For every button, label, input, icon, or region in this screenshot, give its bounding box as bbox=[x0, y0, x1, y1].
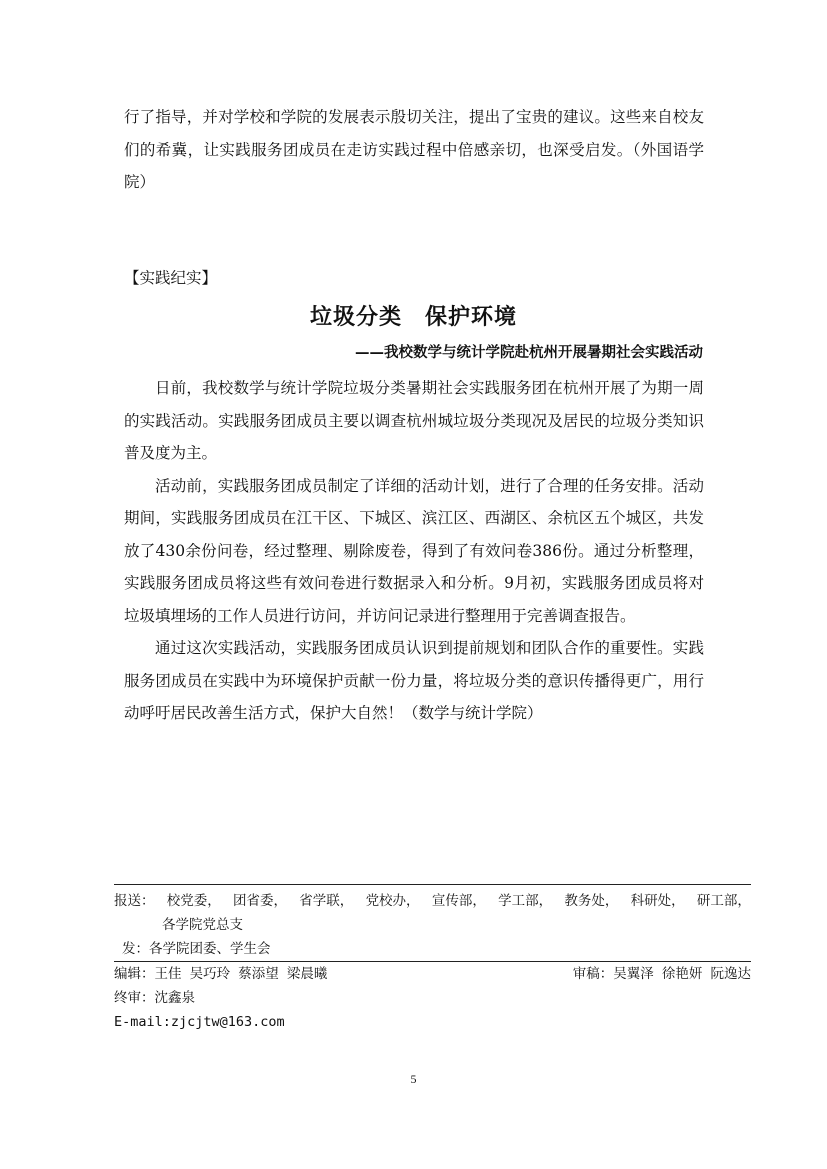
distribution-footer bbox=[114, 884, 751, 1034]
page-number: 5 bbox=[410, 1072, 417, 1086]
final-review-line: 终审：沈鑫泉 bbox=[114, 990, 195, 1006]
article-paragraph: 日前，我校数学与统计学院垃圾分类暑期社会实践服务团在杭州开展了为期一周的实践活动。实践服务团成员主要以调查杭州城垃圾分类现况及居民的垃圾分类知识普及度为主。 bbox=[124, 379, 704, 462]
send-to-block bbox=[114, 885, 751, 937]
send-to-item: 团省委， bbox=[233, 893, 288, 909]
send-to-line bbox=[114, 889, 751, 913]
send-to-line-2: 各学院党总支 bbox=[162, 917, 243, 933]
article-paragraph: 活动前，实践服务团成员制定了详细的活动计划，进行了合理的任务安排。活动期间，实践服务团成员在江干区、下城区、滨江区、西湖区、余杭区五个城区，共发放了430余份问卷，经过整理、剔除废卷，得到了有效问卷386份。通过分析整理，实践服务团成员将这些有效问卷进行数据录入和分析。9月初，实践服务团成员将对垃圾填埋场的工作人员进行访问，并访问记录进行整理用于完善调查报告。 bbox=[124, 476, 704, 625]
editors-line bbox=[114, 962, 751, 986]
reviewers: 审稿：吴翼泽 徐艳妍 阮逸达 bbox=[572, 966, 751, 982]
article-subtitle: ——我校数学与统计学院赴杭州开展暑期社会实践活动 bbox=[355, 345, 703, 361]
article-body bbox=[124, 372, 704, 730]
email-line: E-mail:zjcjtw@163.com bbox=[114, 1014, 285, 1030]
article-paragraph: 通过这次实践活动，实践服务团成员认识到提前规划和团队合作的重要性。实践服务团成员在实践中为环境保护贡献一份力量，将垃圾分类的意识传播得更广，用行动呼吁居民改善生活方式，保护大自然！（数学与统计学院） bbox=[124, 639, 704, 722]
send-to-item: 省学联， bbox=[299, 893, 354, 909]
copy-to-line: 发：各学院团委、学生会 bbox=[122, 941, 271, 957]
send-to-item: 宣传部， bbox=[431, 893, 486, 909]
send-to-item: 教务处， bbox=[564, 893, 619, 909]
send-to-item: 研工部， bbox=[696, 893, 751, 909]
editors: 编辑：王佳 吴巧玲 蔡添望 梁晨曦 bbox=[114, 966, 328, 982]
article-title: 垃圾分类 保护环境 bbox=[309, 305, 517, 330]
send-to-item: 科研处， bbox=[630, 893, 685, 909]
send-to-item: 党校办， bbox=[365, 893, 420, 909]
send-to-item: 学工部， bbox=[498, 893, 553, 909]
send-to-label: 报送： bbox=[114, 893, 155, 909]
continued-paragraph: 行了指导，并对学校和学院的发展表示殷切关注，提出了宝贵的建议。这些来自校友们的希冀，让实践服务团成员在走访实践过程中倍感亲切，也深受启发。（外国语学院） bbox=[124, 108, 704, 191]
send-to-item: 校党委， bbox=[166, 893, 221, 909]
continued-section bbox=[124, 101, 704, 199]
section-label: 【实践纪实】 bbox=[124, 269, 218, 287]
